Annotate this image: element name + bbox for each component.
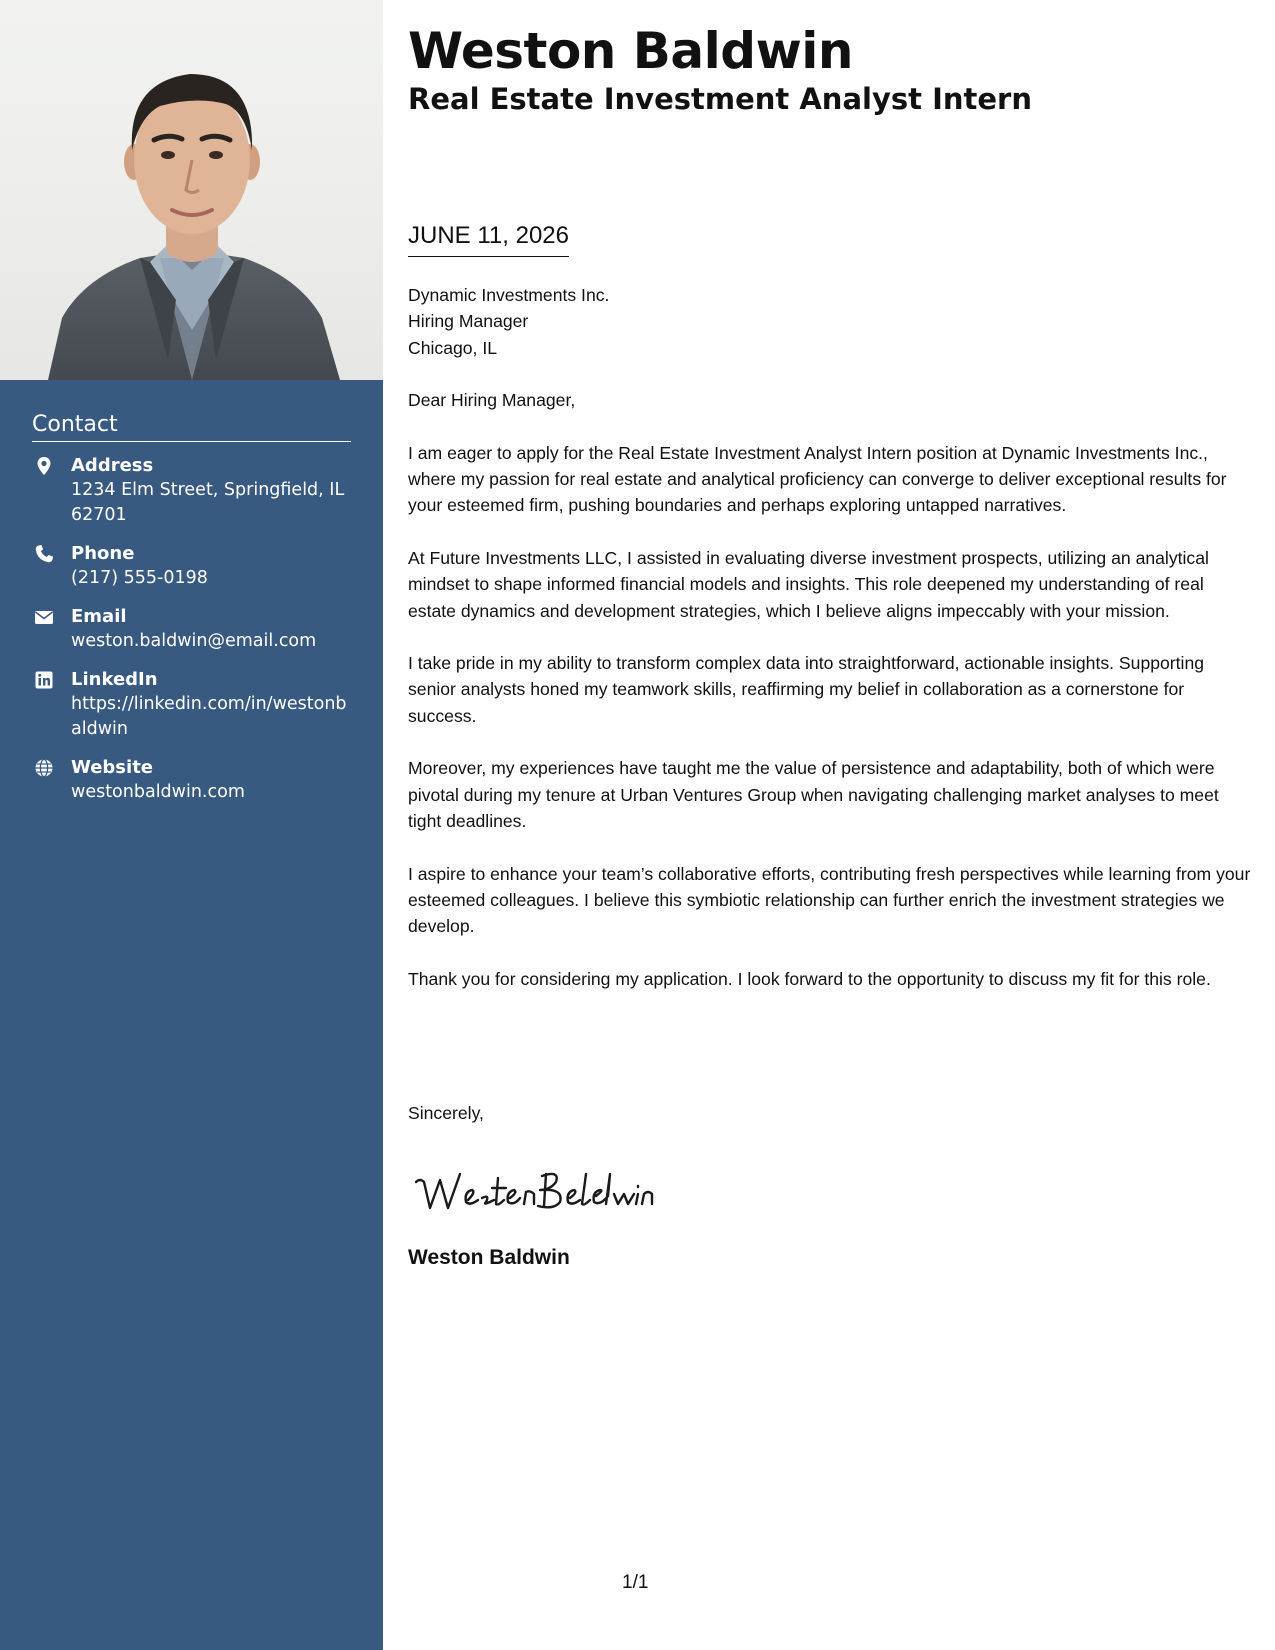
contact-label: Phone (71, 543, 135, 564)
applicant-role: Real Estate Investment Analyst Intern (408, 82, 1032, 116)
paragraph: I take pride in my ability to transform complex data into straightforward, actionable insights. Supporting senior analysts honed my teamwork skills, reaffirming my belief in collaboration as a cornerstone for success. (408, 653, 1205, 726)
contact-label: LinkedIn (71, 669, 158, 690)
salutation: Dear Hiring Manager, (408, 390, 576, 411)
contact-label: Email (71, 606, 127, 627)
recipient-line: Dynamic Investments Inc. (408, 285, 610, 305)
recipient-line: Hiring Manager (408, 311, 529, 332)
letter-body (408, 282, 1253, 1018)
linkedin-icon (34, 670, 54, 690)
paragraph: I am eager to apply for the Real Estate Investment Analyst Intern position at Dynamic Investments Inc., where my passion for real estate and analytical proficiency can converge to deliver exceptional results for your esteemed firm, pushing boundaries and perhaps exploring untapped narratives. (408, 442, 1227, 516)
paragraph: Moreover, my experiences have taught me the value of persistence and adaptability, both of which were pivotal during my tenure at Urban Ventures Group when navigating challenging market analyses to meet tight deadlines. (408, 758, 1219, 831)
contact-address (32, 454, 351, 528)
profile-photo (0, 0, 383, 380)
phone-icon (34, 544, 54, 564)
applicant-name: Weston Baldwin (408, 22, 854, 80)
signer-name: Weston Baldwin (408, 1246, 570, 1269)
page-number: 1/1 (622, 1572, 649, 1593)
letter-date: JUNE 11, 2026 (408, 222, 569, 257)
portrait-illustration (0, 0, 383, 380)
paragraph: At Future Investments LLC, I assisted in evaluating diverse investment prospects, utilizing an analytical mindset to shape informed financial models and insights. This role deepened my understanding of real estate dynamics and development strategies, which I believe aligns impeccably with your mission. (408, 547, 1209, 621)
closing: Sincerely, (408, 1103, 484, 1123)
contact-label: Website (71, 757, 154, 778)
signature-image (410, 1160, 670, 1220)
recipient-block (408, 282, 1253, 361)
contact-label: Address (71, 455, 154, 476)
contact-section (32, 412, 351, 819)
globe-icon (34, 758, 54, 778)
paragraph: I aspire to enhance your team’s collaborative efforts, contributing fresh perspectives while learning from your esteemed colleagues. I believe this symbiotic relationship can further enrich the investment strategies we develop. (408, 863, 1251, 937)
phone-value[interactable]: (217) 555-0198 (71, 568, 208, 588)
contact-website (32, 756, 351, 805)
email-value[interactable]: weston.baldwin@email.com (71, 631, 317, 651)
contact-linkedin (32, 668, 351, 742)
contact-title: Contact (32, 412, 351, 442)
recipient-line: Chicago, IL (408, 337, 497, 358)
linkedin-value[interactable]: https://linkedin.com/in/westonbaldwin (71, 694, 347, 739)
website-value[interactable]: westonbaldwin.com (71, 782, 245, 802)
paragraph: Thank you for considering my application. I look forward to the opportunity to discuss my fit for this role. (408, 968, 1211, 989)
contact-email (32, 605, 351, 654)
envelope-icon (34, 607, 54, 627)
sidebar (0, 0, 383, 1650)
contact-phone (32, 542, 351, 591)
address-value: 1234 Elm Street, Springfield, IL 62701 (71, 480, 345, 525)
map-pin-icon (34, 456, 54, 476)
